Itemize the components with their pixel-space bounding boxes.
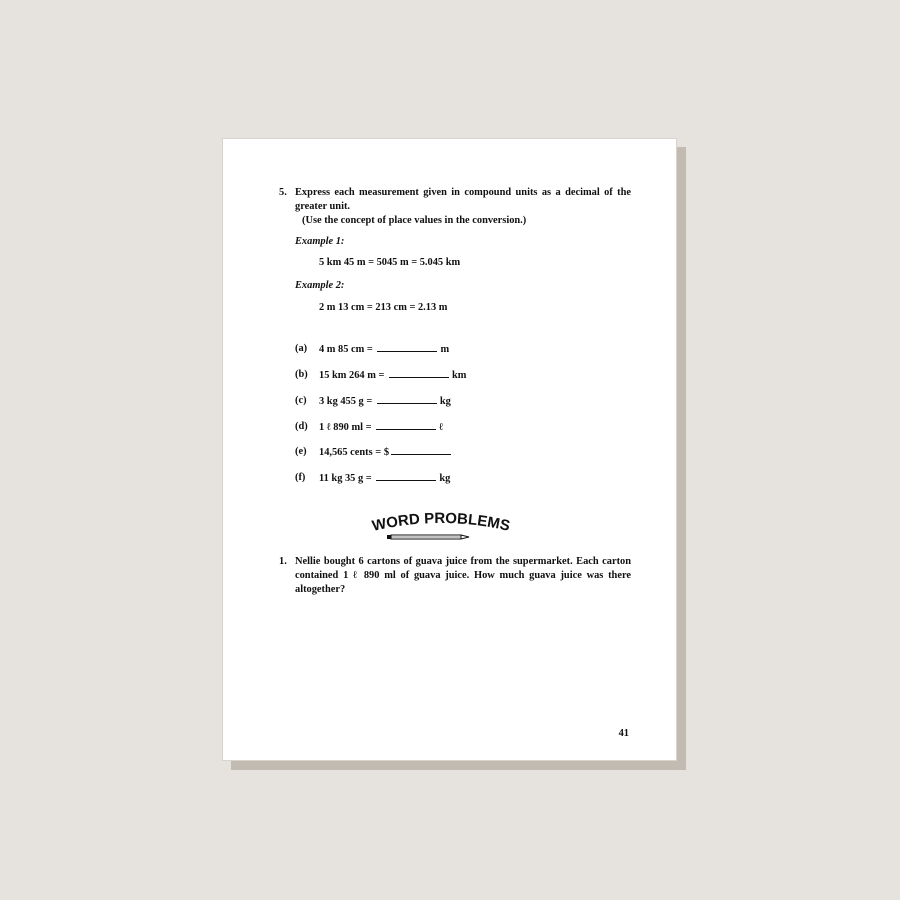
example-label: Example 1: — [295, 236, 345, 247]
item-expression — [319, 471, 450, 486]
item-unit: km — [452, 370, 467, 381]
problem-text: Nellie bought 6 cartons of guava juice from the supermarket. Each carton contained 1 ℓ 890 ml of guava juice. How much guava juice was there altogether? — [295, 556, 631, 595]
word-problems-title: WORD PROBLEMS — [371, 511, 511, 535]
item-unit: kg — [439, 396, 451, 407]
item-label: (e) — [295, 446, 307, 457]
item-expression — [319, 394, 451, 409]
item-label: (c) — [295, 395, 307, 406]
question-note: (Use the concept of place values in the conversion.) — [302, 215, 527, 226]
question-instruction: Express each measurement given in compound units as a decimal of the greater unit. — [295, 187, 631, 212]
pencil-icon — [387, 535, 469, 539]
question-number: 5. — [279, 187, 287, 198]
item-label: (b) — [295, 369, 308, 380]
item-label: (d) — [295, 421, 308, 432]
item-unit-prefix: $ — [383, 447, 390, 458]
word-problems-title-graphic — [371, 511, 511, 541]
item-expression — [319, 342, 449, 357]
problem-number: 1. — [279, 556, 287, 567]
item-unit: m — [440, 344, 450, 355]
answer-blank[interactable] — [376, 420, 436, 430]
worksheet-page — [222, 138, 677, 761]
item-expression-text: 15 km 264 m = — [319, 370, 385, 381]
item-label: (a) — [295, 343, 308, 354]
item-expression-text: 11 kg 35 g = — [319, 473, 372, 484]
page-number: 41 — [618, 728, 629, 739]
item-unit: ℓ — [439, 422, 444, 433]
example-equation: 2 m 13 cm = 213 cm = 2.13 m — [319, 302, 448, 313]
answer-blank[interactable] — [389, 368, 449, 378]
item-expression — [319, 368, 466, 383]
item-expression-text: 4 m 85 cm = — [319, 344, 373, 355]
answer-blank[interactable] — [377, 342, 437, 352]
item-expression — [319, 420, 443, 435]
answer-blank[interactable] — [377, 394, 437, 404]
item-expression — [319, 445, 454, 460]
item-unit: kg — [439, 473, 451, 484]
item-expression-text: 3 kg 455 g = — [319, 396, 373, 407]
word-problems-heading — [371, 511, 511, 541]
item-label: (f) — [295, 472, 306, 483]
item-expression-text: 14,565 cents = — [319, 447, 382, 458]
example-label: Example 2: — [295, 280, 345, 291]
item-expression-text: 1 ℓ 890 ml = — [319, 422, 372, 433]
example-equation: 5 km 45 m = 5045 m = 5.045 km — [319, 257, 461, 268]
answer-blank[interactable] — [391, 445, 451, 455]
answer-blank[interactable] — [376, 471, 436, 481]
